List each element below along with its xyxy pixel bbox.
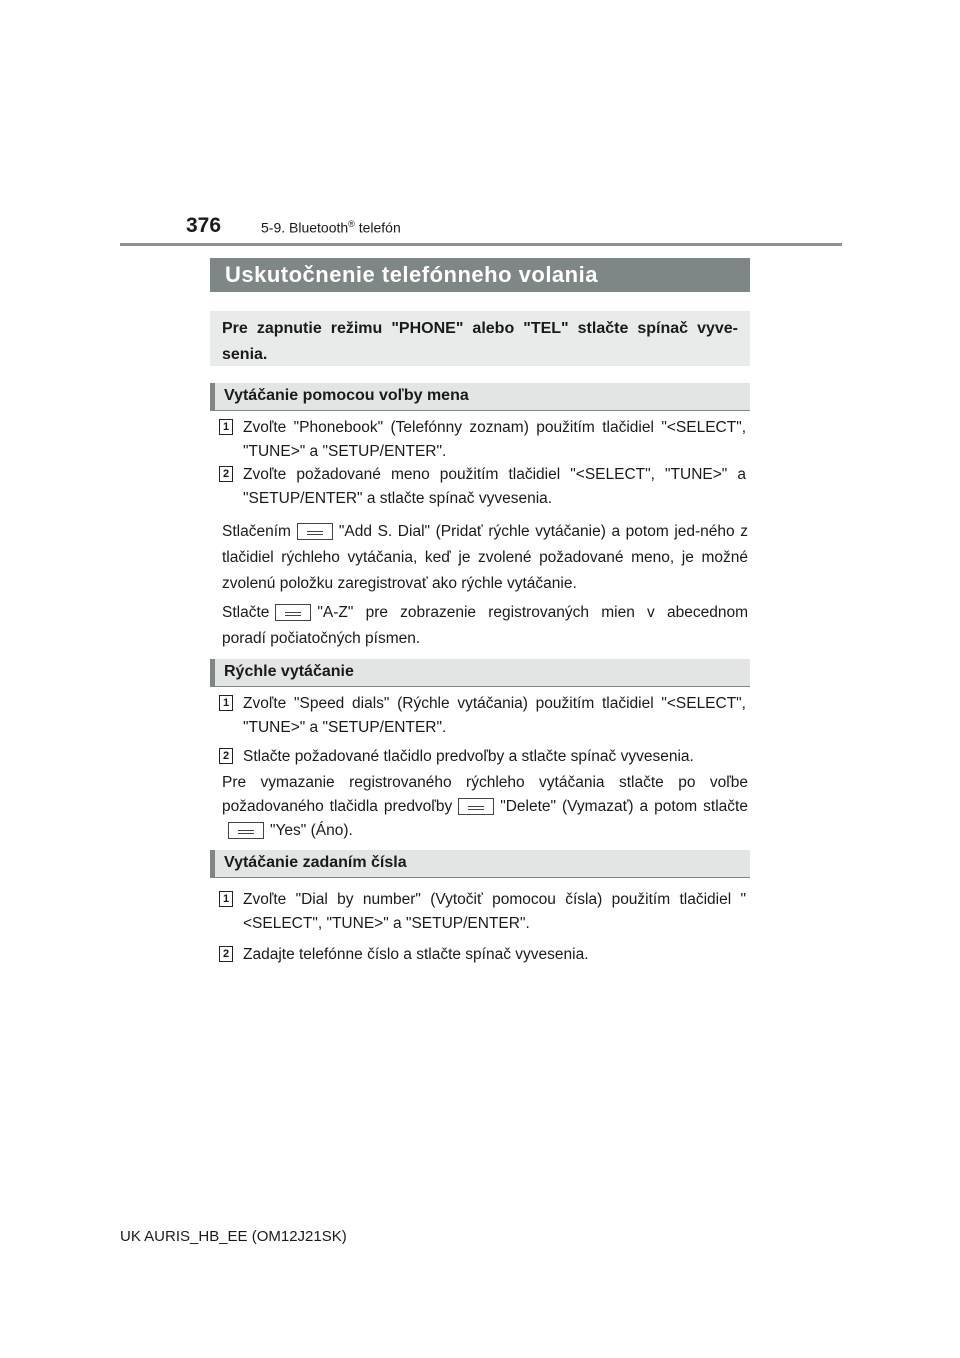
note-text: "A-Z" pre zobrazenie registrovaných mien v abecednom poradí počiatočných písmen. <box>222 604 748 647</box>
note-text: Pre vymazanie registrovaného rýchleho vytáčania stlačte po voľbe požadovaného tlačidla predvoľby <box>222 774 748 815</box>
option-key-icon <box>297 523 333 540</box>
footer-model-code: UK AURIS_HB_EE (OM12J21SK) <box>120 1228 347 1245</box>
step-text: Zadajte telefónne číslo a stlačte spínač vyvesenia. <box>243 946 589 963</box>
note-a-z <box>222 600 748 652</box>
subheading-name-dial: Vytáčanie pomocou voľby mena <box>224 387 469 404</box>
option-key-icon <box>228 822 264 839</box>
subheading-rule <box>210 877 750 878</box>
note-text: "Delete" (Vymazať) a potom stlačte <box>500 798 748 815</box>
step-text: Zvoľte "Phonebook" (Telefónny zoznam) použitím tlačidiel "<SELECT", "TUNE>" a "SETUP/ENTER". <box>243 419 746 460</box>
step-text: Zvoľte "Dial by number" (Vytočiť pomocou čísla) použitím tlačidiel "<SELECT", "TUNE>" a "SETUP/ENTER". <box>243 891 746 932</box>
page-title: Uskutočnenie telefónneho volania <box>225 262 598 287</box>
subheading-dial-number: Vytáčanie zadaním čísla <box>224 854 407 871</box>
step-number: 2 <box>219 946 233 962</box>
section-label <box>261 219 401 236</box>
note-add-speed-dial <box>222 519 748 597</box>
step-number: 1 <box>219 891 233 907</box>
step-text: Zvoľte požadované meno použitím tlačidiel "<SELECT", "TUNE>" a "SETUP/ENTER" a stlačte spínač vyvesenia. <box>243 466 746 507</box>
step-number: 2 <box>219 748 233 764</box>
note-text: Stlačením <box>222 523 291 540</box>
option-key-icon <box>275 604 311 621</box>
subheading-rule <box>210 410 750 411</box>
subheading-rule <box>210 686 750 687</box>
step-number: 1 <box>219 695 233 711</box>
header-rule <box>120 243 842 246</box>
note-text: "Yes" (Áno). <box>270 822 353 839</box>
note-text: Stlačte <box>222 604 270 621</box>
step-text: Zvoľte "Speed dials" (Rýchle vytáčania) použitím tlačidiel "<SELECT", "TUNE>" a "SETUP/ENTER". <box>243 695 746 736</box>
note-delete-speed-dial <box>222 771 748 843</box>
step-number: 1 <box>219 419 233 435</box>
intro-text: Pre zapnutie režimu "PHONE" alebo "TEL" stlačte spínač vyve-senia. <box>222 320 738 363</box>
registered-mark: ® <box>348 219 355 229</box>
section-suffix: telefón <box>354 219 401 236</box>
step-number: 2 <box>219 466 233 482</box>
option-key-icon <box>458 798 494 815</box>
step-text: Stlačte požadované tlačidlo predvoľby a stlačte spínač vyvesenia. <box>243 748 694 765</box>
page-number: 376 <box>186 214 222 237</box>
section-prefix: 5-9. Bluetooth <box>261 219 349 236</box>
note-text: "Add S. Dial" (Pridať rýchle vytáčanie) a potom jed-ného z tlačidiel rýchleho vytáčania, keď je zvolené požadované meno, je možné zvolenú položku zaregistrovať ako rýchle vytáčanie. <box>222 523 748 592</box>
subheading-speed-dial: Rýchle vytáčanie <box>224 663 354 680</box>
